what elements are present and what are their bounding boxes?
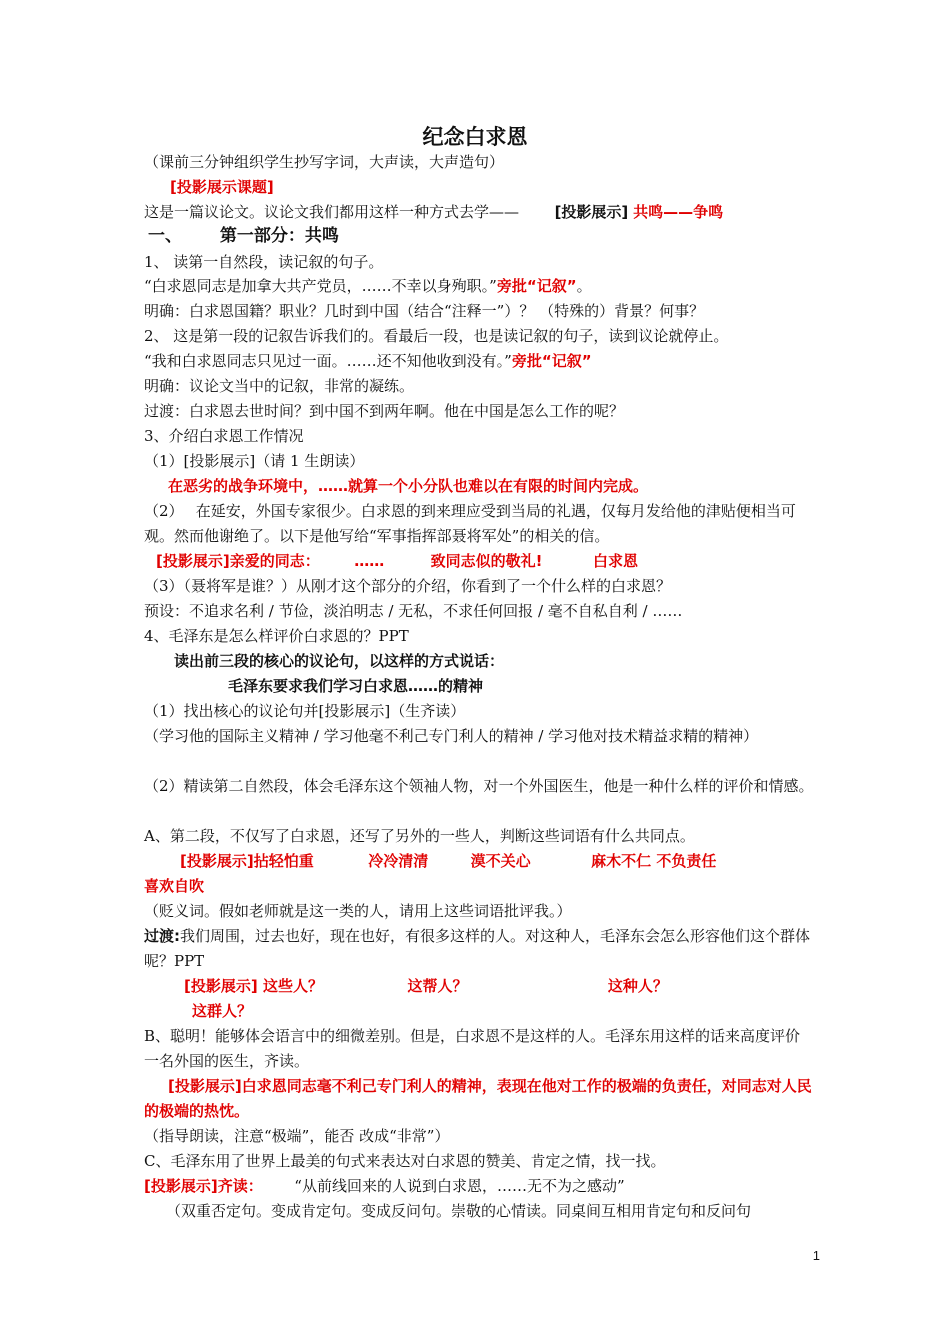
text-line: 1、 读第一自然段，读记叙的句子。 xyxy=(144,253,384,271)
projection-questions: [投影展示] 这些人？ 这帮人？ 这种人？ xyxy=(184,977,668,995)
text-line: （指导朗读，注意“极端”，能否 改成“非常”） xyxy=(144,1127,450,1145)
text-line: （1）找出核心的议论句并[投影展示]（生齐读） xyxy=(144,702,466,720)
text-line: 明确：议论文当中的记叙，非常的凝练。 xyxy=(144,377,415,395)
text-line: （贬义词。假如老师就是这一类的人，请用上这些词语批评我。） xyxy=(144,902,572,920)
paragraph: （2） 在延安，外国专家很少。白求恩的到来理应受到当局的礼遇，仅每月发给他的津贴便相当可观。然而他谢绝了。以下是他写给“军事指挥部聂将军处”的相关的信。 xyxy=(144,502,796,545)
text-line: 过渡：白求恩去世时间？到中国不到两年啊。他在中国是怎么工作的呢？ xyxy=(144,402,625,420)
projection-words: 喜欢自吹 xyxy=(144,877,205,895)
projection-heading: [投影展示课题] xyxy=(170,178,274,196)
quote-line: “我和白求恩同志只见过一面。……还不知他收到没有。”旁批“记叙” xyxy=(144,352,592,370)
bold-instruction: 读出前三段的核心的议论句，以这样的方式说话： xyxy=(174,652,505,670)
text-line: （3）（聂将军是谁？）从刚才这个部分的介绍，你看到了一个什么样的白求恩？ xyxy=(144,577,672,595)
text-line: A、第二段，不仅写了白求恩，还写了另外的一些人，判断这些词语有什么共同点。 xyxy=(144,827,695,845)
text-line: C、毛泽东用了世界上最美的句式来表达对白求恩的赞美、肯定之情，找一找。 xyxy=(144,1152,666,1170)
page-title: 纪念白求恩 xyxy=(422,125,528,149)
text-line: 4、毛泽东是怎么样评价白求恩的？PPT xyxy=(144,627,409,645)
text-line: 3、介绍白求恩工作情况 xyxy=(144,427,304,445)
bold-instruction: 毛泽东要求我们学习白求恩……的精神 xyxy=(228,677,484,695)
paragraph: 过渡:我们周围，过去也好，现在也好，有很多这样的人。对这种人，毛泽东会怎么形容他们这个群体呢？PPT xyxy=(144,927,811,970)
paragraph: B、聪明！能够体会语言中的细微差别。但是，白求恩不是这样的人。毛泽东用这样的话来高度评价一名外国的医生，齐读。 xyxy=(144,1027,801,1070)
instruction-line: （课前三分钟组织学生抄写字词，大声读，大声造句） xyxy=(144,153,505,171)
quote-line: “白求恩同志是加拿大共产党员，……不幸以身殉职。”旁批“记叙”。 xyxy=(144,277,592,295)
intro-line: 这是一篇议论文。议论文我们都用这样一种方式去学—— [投影展示] 共鸣——争鸣 xyxy=(144,203,724,221)
projection-quote: [投影展示]白求恩同志毫不利己专门利人的精神，表现在他对工作的极端的负责任，对同志对人民的极端的热忱。 xyxy=(144,1077,812,1120)
text-line: 明确：白求恩国籍？职业？几时到中国（结合“注释一”）？ （特殊的）背景？何事？ xyxy=(144,302,705,320)
text-line: 预设：不追求名利 / 节俭，淡泊明志 / 无私，不求任何回报 / 毫不自私自利 / …… xyxy=(144,602,683,620)
projection-text: 在恶劣的战争环境中，……就算一个小分队也难以在有限的时间内完成。 xyxy=(168,477,649,495)
text-line: （1）[投影展示]（请 1 生朗读） xyxy=(144,452,365,470)
projection-read: [投影展示]齐读： “从前线回来的人说到白求恩，……无不为之感动” xyxy=(144,1177,625,1195)
text-line: 2、 这是第一段的记叙告诉我们的。看最后一段，也是读记叙的句子，读到议论就停止。 xyxy=(144,327,729,345)
projection-words: [投影展示]拈轻怕重 冷冷清清 漠不关心 麻木不仁 不负责任 xyxy=(180,852,717,870)
projection-letter: [投影展示]亲爱的同志： …… 致同志似的敬礼! 白求恩 xyxy=(156,552,638,570)
text-line: （双重否定句。变成肯定句。变成反问句。崇敬的心情读。同桌间互相用肯定句和反问句 xyxy=(166,1202,752,1220)
page-number: 1 xyxy=(812,1248,820,1263)
projection-questions: 这群人？ xyxy=(192,1002,253,1020)
section-heading: 一、 第一部分：共鸣 xyxy=(148,226,339,246)
paragraph: （学习他的国际主义精神 / 学习他毫不利己专门利人的精神 / 学习他对技术精益求精的精神） xyxy=(144,727,759,745)
paragraph: （2）精读第二自然段，体会毛泽东这个领袖人物，对一个外国医生，他是一种什么样的评价和情感。 xyxy=(144,777,814,795)
